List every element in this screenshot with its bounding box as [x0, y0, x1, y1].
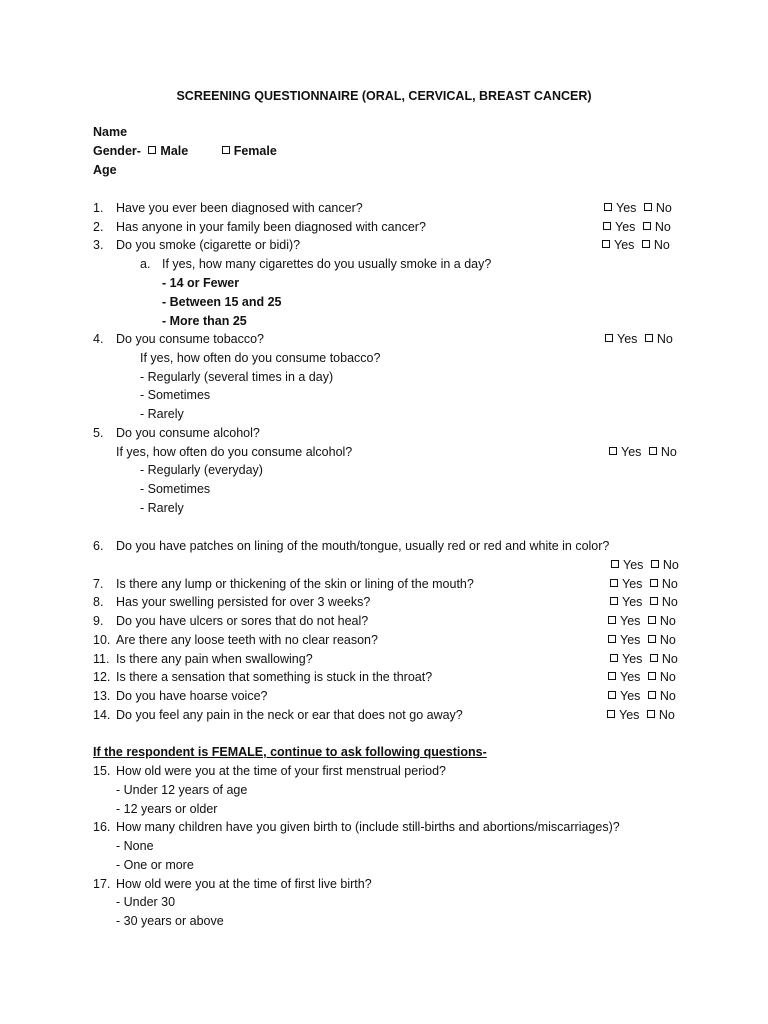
question-text: Is there any pain when swallowing? [116, 652, 313, 666]
no-label: No [661, 595, 678, 609]
no-label: No [662, 558, 679, 572]
gender-label: Gender- [93, 144, 141, 158]
question-text: How old were you at the time of first live birth? [116, 877, 372, 891]
question-text: Has your swelling persisted for over 3 weeks? [116, 595, 371, 609]
no-checkbox[interactable] [648, 672, 656, 680]
option[interactable]: - Sometimes [140, 388, 211, 402]
yes-label: Yes [620, 689, 641, 703]
yes-checkbox[interactable] [604, 203, 612, 211]
male-checkbox[interactable] [148, 146, 156, 154]
option[interactable]: - Sometimes [140, 482, 211, 496]
question-text: How old were you at the time of your first menstrual period? [116, 764, 447, 778]
question-number: 4. [93, 332, 104, 346]
yes-checkbox[interactable] [608, 672, 616, 680]
yes-no-7 [610, 576, 678, 592]
sub-question-text: If yes, how often do you consume alcohol? [116, 445, 353, 459]
yes-checkbox[interactable] [608, 616, 616, 624]
no-label: No [653, 238, 670, 252]
option[interactable]: - Regularly (everyday) [140, 463, 263, 477]
no-checkbox[interactable] [651, 560, 659, 568]
question-number: 3. [93, 238, 104, 252]
no-checkbox[interactable] [650, 579, 658, 587]
question-text: Is there any lump or thickening of the skin or lining of the mouth? [116, 577, 474, 591]
no-checkbox[interactable] [650, 654, 658, 662]
yes-no-1 [604, 200, 672, 216]
question-number: 16. [93, 820, 111, 834]
no-checkbox[interactable] [649, 447, 657, 455]
yes-label: Yes [614, 238, 635, 252]
option[interactable]: - Under 30 [116, 895, 176, 909]
yes-label: Yes [619, 708, 640, 722]
no-label: No [659, 670, 676, 684]
yes-no-14 [607, 707, 675, 723]
question-number: 11. [93, 652, 110, 666]
yes-no-13 [608, 688, 676, 704]
question-number: 7. [93, 577, 104, 591]
no-checkbox[interactable] [645, 334, 653, 342]
yes-checkbox[interactable] [608, 635, 616, 643]
option[interactable]: - None [116, 839, 154, 853]
no-label: No [654, 220, 671, 234]
yes-checkbox[interactable] [607, 710, 615, 718]
yes-label: Yes [622, 577, 643, 591]
yes-checkbox[interactable] [609, 447, 617, 455]
yes-checkbox[interactable] [602, 240, 610, 248]
no-checkbox[interactable] [648, 691, 656, 699]
question-number: 1. [93, 201, 104, 215]
sub-question-text: If yes, how many cigarettes do you usually smoke in a day? [162, 257, 492, 271]
yes-label: Yes [620, 670, 641, 684]
question-number: 9. [93, 614, 104, 628]
question-number: 13. [93, 689, 111, 703]
yes-no-2 [603, 219, 671, 235]
question-text: Do you feel any pain in the neck or ear that does not go away? [116, 708, 463, 722]
no-label: No [661, 652, 678, 666]
yes-no-4 [605, 331, 673, 347]
no-checkbox[interactable] [642, 240, 650, 248]
question-number: 5. [93, 426, 104, 440]
option[interactable]: - 12 years or older [116, 802, 218, 816]
no-label: No [661, 577, 678, 591]
yes-label: Yes [620, 633, 641, 647]
yes-no-11 [610, 651, 678, 667]
yes-label: Yes [616, 201, 637, 215]
option[interactable]: - 14 or Fewer [162, 276, 240, 290]
no-checkbox[interactable] [648, 635, 656, 643]
option[interactable]: - Between 15 and 25 [162, 295, 282, 309]
question-number: 15. [93, 764, 111, 778]
question-number: 6. [93, 539, 104, 553]
yes-label: Yes [617, 332, 638, 346]
yes-checkbox[interactable] [610, 597, 618, 605]
question-text: Do you consume alcohol? [116, 426, 260, 440]
question-number: 14. [93, 708, 111, 722]
yes-no-8 [610, 594, 678, 610]
age-label: Age [93, 163, 117, 177]
yes-checkbox[interactable] [610, 654, 618, 662]
yes-checkbox[interactable] [611, 560, 619, 568]
page-title: SCREENING QUESTIONNAIRE (ORAL, CERVICAL, BREAST CANCER) [176, 89, 592, 103]
no-checkbox[interactable] [647, 710, 655, 718]
yes-label: Yes [622, 595, 643, 609]
yes-no-9 [608, 613, 676, 629]
yes-no-6 [611, 557, 679, 573]
female-label: Female [233, 144, 277, 158]
no-label: No [660, 445, 677, 459]
option[interactable]: - 30 years or above [116, 914, 224, 928]
female-checkbox[interactable] [222, 146, 230, 154]
question-text: Have you ever been diagnosed with cancer? [116, 201, 363, 215]
no-checkbox[interactable] [643, 222, 651, 230]
sub-question-label: a. [140, 257, 151, 271]
question-number: 12. [93, 670, 111, 684]
option[interactable]: - Regularly (several times in a day) [140, 370, 334, 384]
question-text: How many children have you given birth to (include still-births and abortions/miscarriages)? [116, 820, 620, 834]
yes-no-5 [609, 444, 677, 460]
no-label: No [658, 708, 675, 722]
yes-label: Yes [615, 220, 636, 234]
no-label: No [659, 689, 676, 703]
sub-question-text: If yes, how often do you consume tobacco? [140, 351, 381, 365]
question-number: 17. [93, 877, 111, 891]
yes-no-12 [608, 669, 676, 685]
question-text: Do you have hoarse voice? [116, 689, 268, 703]
name-label: Name [93, 125, 128, 139]
question-text: Are there any loose teeth with no clear reason? [116, 633, 378, 647]
yes-checkbox[interactable] [603, 222, 611, 230]
yes-checkbox[interactable] [610, 579, 618, 587]
question-number: 2. [93, 220, 104, 234]
question-text: Do you smoke (cigarette or bidi)? [116, 238, 301, 252]
question-text: Do you have patches on lining of the mouth/tongue, usually red or red and white in color? [116, 539, 610, 553]
yes-checkbox[interactable] [608, 691, 616, 699]
question-text: Has anyone in your family been diagnosed with cancer? [116, 220, 426, 234]
no-label: No [655, 201, 672, 215]
no-label: No [656, 332, 673, 346]
gender-row [93, 143, 277, 159]
no-checkbox[interactable] [648, 616, 656, 624]
yes-no-3 [602, 237, 670, 253]
yes-checkbox[interactable] [605, 334, 613, 342]
yes-label: Yes [620, 614, 641, 628]
no-checkbox[interactable] [644, 203, 652, 211]
yes-label: Yes [621, 445, 642, 459]
question-number: 8. [93, 595, 104, 609]
male-label: Male [160, 144, 189, 158]
no-checkbox[interactable] [650, 597, 658, 605]
question-number: 10. [93, 633, 111, 647]
question-text: Do you consume tobacco? [116, 332, 265, 346]
question-text: Is there a sensation that something is stuck in the throat? [116, 670, 433, 684]
female-section-heading: If the respondent is FEMALE, continue to ask following questions- [93, 745, 487, 759]
no-label: No [659, 614, 676, 628]
question-text: Do you have ulcers or sores that do not heal? [116, 614, 369, 628]
option[interactable]: - Rarely [140, 407, 184, 421]
option[interactable]: - One or more [116, 858, 194, 872]
option[interactable]: - More than 25 [162, 314, 247, 328]
yes-label: Yes [623, 558, 644, 572]
yes-no-10 [608, 632, 676, 648]
option[interactable]: - Rarely [140, 501, 184, 515]
no-label: No [659, 633, 676, 647]
option[interactable]: - Under 12 years of age [116, 783, 248, 797]
yes-label: Yes [622, 652, 643, 666]
